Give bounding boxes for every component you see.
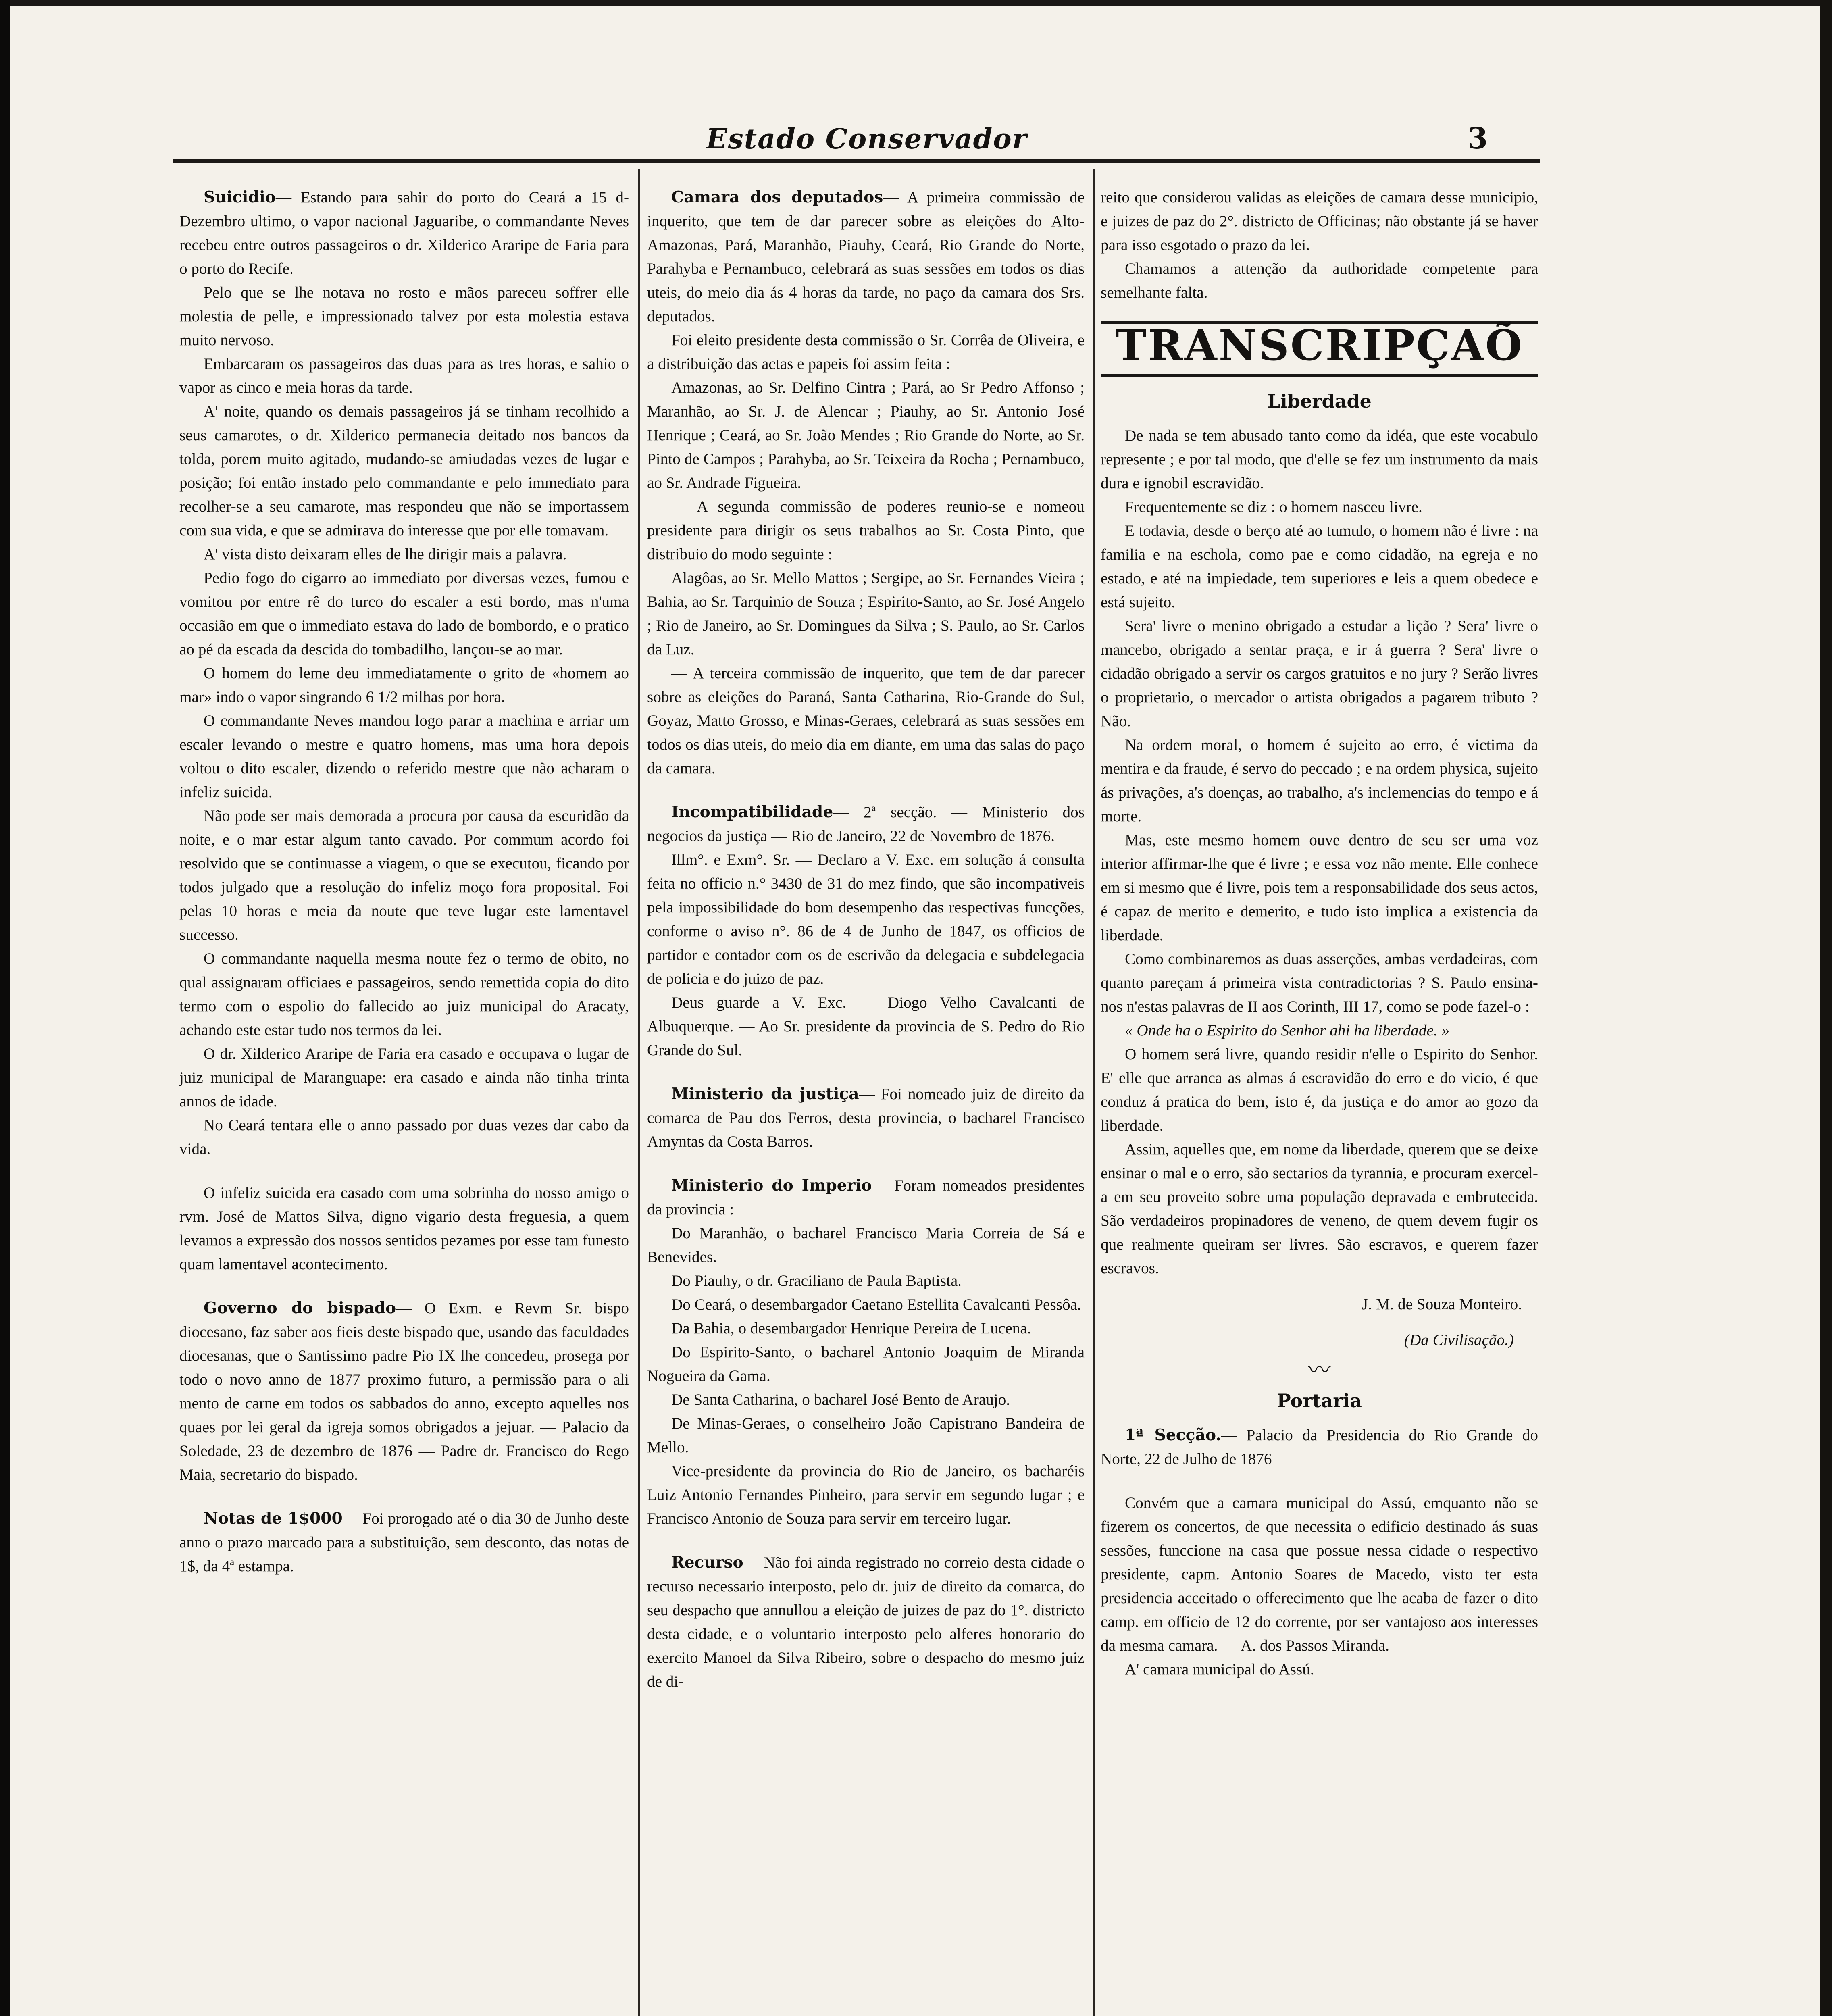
article-incompatibilidade (647, 800, 1085, 848)
column-divider-2 (1093, 169, 1095, 2016)
headline-governo-bispado: Governo do bispado (204, 1299, 396, 1317)
paragraph: Alagôas, ao Sr. Mello Mattos ; Sergipe, ao Sr. Fernandes Vieira ; Bahia, ao Sr. Tarquinio de Souza ; Espirito-Santo, ao Sr. José Angelo ; Rio de Janeiro, ao Sr. Domingues da Silva ; S. Paulo, ao Sr. Carlos da Luz. (647, 569, 1085, 658)
paragraph: O commandante Neves mandou logo parar a machina e arriar um escaler levando o mestre e quatro homens, mas uma hora depois voltou o dito escaler, dizendo o referido mestre que não acharam o infeliz suicida. (179, 712, 629, 801)
scan-border-top (0, 0, 1832, 6)
headline-imperio: Ministerio do Imperio (671, 1176, 872, 1195)
paragraph: — A terceira commissão de inquerito, que tem de dar parecer sobre as eleições do Paraná, Santa Catharina, Rio-Grande do Sul, Goyaz, Matto Grosso, e Minas-Geraes, celebrará as suas sessões em todos os dias uteis, do meio dia em diante, em uma das salas do paço da camara. (647, 664, 1085, 777)
paragraph: — 2ª secção. — Ministerio dos negocios da justiça — Rio de Janeiro, 22 de Novembro de 1876. (647, 804, 1085, 845)
paragraph: Não pode ser mais demorada a procura por causa da escuridão da noite, e o mar estar algum tanto cavado. Por commum acordo foi resolvido que se continuasse a viagem, o que se executou, ficando por todos julgado que a resolução do infeliz moço fora proposital. Foi pelas 10 horas e meia da noute que teve lugar este lamentavel successo. (179, 807, 629, 943)
paragraph: De nada se tem abusado tanto como da idéa, que este vocabulo represente ; e por tal modo, que d'elle se fez um instrumento da mais dura e ignobil escravidão. (1101, 427, 1538, 492)
paragraph: Convém que a camara municipal do Assú, emquanto não se fizerem os concertos, de que necessita o edificio destinado ás suas sessões, funccione na casa que possue nessa cidade o respectivo presidente, capm. Antonio Soares de Macedo, visto ter esta presidencia acceitado o offerecimento que lhe acaba de fazer o dito camp. em officio de 12 do corrente, por ser vantajoso aos interesses da mesma camara. — A. dos Passos Miranda. (1101, 1494, 1538, 1654)
paragraph: O homem do leme deu immediatamente o grito de «homem ao mar» indo o vapor singrando 6 1/2 milhas por hora. (179, 664, 629, 706)
paragraph: O homem será livre, quando residir n'elle o Espirito do Senhor. E' elle que arranca as almas á escravidão do erro e do vicio, é que conduz á pratica do bem, isto é, da justiça e do amor ao gozo da liberdade. (1101, 1045, 1538, 1134)
section-banner-transcripcao (1101, 321, 1538, 377)
headline-incompatibilidade: Incompatibilidade (671, 803, 833, 821)
paragraph: Pelo que se lhe notava no rosto e mãos pareceu soffrer elle molestia de pelle, e impressionado talvez por esta molestia estava muito nervoso. (179, 284, 629, 349)
quotation: « Onde ha o Espirito do Senhor ahi ha liberdade. » (1125, 1022, 1450, 1039)
paragraph: Como combinaremos as duas asserções, ambas verdadeiras, com quanto pareçam á primeira vista contradictorias ? S. Paulo ensina-nos n'estas palavras de II aos Corinth, III 17, como se pode fazel-o : (1101, 950, 1538, 1015)
paragraph: A' camara municipal do Assú. (1125, 1661, 1314, 1678)
article-recurso (647, 1551, 1085, 1693)
scan-border-right (1820, 0, 1832, 2016)
paragraph: Vice-presidente da provincia do Rio de Janeiro, os bacharéis Luiz Antonio Fernandes Pinheiro, para servir em segundo lugar ; e Francisco Antonio de Souza para servir em terceiro lugar. (647, 1462, 1085, 1527)
paragraph: Do Ceará, o desembargador Caetano Estellita Cavalcanti Pessôa. (671, 1296, 1081, 1313)
paragraph: Deus guarde a V. Exc. — Diogo Velho Cavalcanti de Albuquerque. — Ao Sr. presidente da provincia de S. Pedro do Rio Grande do Sul. (647, 994, 1085, 1059)
paragraph: Mas, este mesmo homem ouve dentro de seu ser uma voz interior affirmar-lhe que é livre ; e essa voz não mente. Elle conhece em si mesmo que é livre, pois tem a responsabilidade dos seus actos, é capaz de merito e demerito, e tudo isto implica a existencia da liberdade. (1101, 831, 1538, 944)
scan-border-left (0, 0, 10, 2016)
paragraph: O commandante naquella mesma noute fez o termo de obito, no qual assignaram officiaes e passageiros, sendo remettida copia do dito termo com o espolio do fallecido ao juiz municipal do Aracaty, achando este estar tudo nos termos da lei. (179, 950, 629, 1039)
headline-liberdade: Liberdade (1267, 390, 1372, 412)
paragraph: Do Espirito-Santo, o bacharel Antonio Joaquim de Miranda Nogueira da Gama. (647, 1343, 1085, 1385)
headline-portaria: Portaria (1277, 1390, 1362, 1412)
article-imperio (647, 1174, 1085, 1221)
paragraph: — O Exm. e Revm Sr. bispo diocesano, faz saber aos fieis deste bispado que, usando das faculdades diocesanas, que o Santissimo padre Pio IX lhe concedeu, prosega por todo o novo anno de 1877 proximo futuro, a permissão para o ali mento de carne em todos os sabbados do anno, excepto aquelles nos quaes por lei geral da igreja somos obrigados a jejuar. — Palacio da Soledade, 23 de dezembro de 1876 — Padre dr. Francisco do Rego Maia, secretario do bispado. (179, 1300, 629, 1483)
paragraph: — Não foi ainda registrado no correio desta cidade o recurso necessario interposto, pelo dr. juiz de direito da comarca, do seu despacho que annullou a eleição de juizes de paz do 1°. districto desta cidade, e o voluntario interposto pelo alferes honorario do exercito Manoel da Silva Ribeiro, sobre o despacho do mesmo juiz de di- (647, 1554, 1085, 1690)
column-divider-1 (638, 169, 640, 2016)
paragraph: — Palacio da Presidencia do Rio Grande do Norte, 22 de Julho de 1876 (1101, 1427, 1538, 1468)
headline-recurso: Recurso (671, 1553, 743, 1572)
paragraph: reito que considerou validas as eleições de camara desse municipio, e juizes de paz do 2°. districto de Officinas; não obstante já se haver para isso esgotado o prazo da lei. (1101, 189, 1538, 254)
page-number: 3 (1468, 121, 1488, 155)
column-2 (647, 185, 1085, 2016)
article-governo-bispado (179, 1296, 629, 1487)
paragraph: — Foi nomeado juiz de direito da comarca de Pau dos Ferros, desta provincia, o bacharel Francisco Amyntas da Costa Barros. (647, 1085, 1085, 1150)
paragraph: Do Maranhão, o bacharel Francisco Maria Correia de Sá e Benevides. (647, 1225, 1085, 1266)
paragraph: Da Bahia, o desembargador Henrique Pereira de Lucena. (671, 1320, 1031, 1337)
paragraph: Amazonas, ao Sr. Delfino Cintra ; Pará, ao Sr Pedro Affonso ; Maranhão, ao Sr. J. de Alencar ; Piauhy, ao Sr. Antonio José Henrique ; Ceará, ao Sr. João Mendes ; Rio Grande do Norte, ao Sr. Pinto de Campos ; Parahyba, ao Sr. Teixeira da Rocha ; Pernambuco, ao Sr. Andrade Figueira. (647, 379, 1085, 492)
section-title: TRANSCRIPÇAÕ (1115, 321, 1524, 370)
article-portaria (1101, 1423, 1538, 1471)
column-3 (1101, 185, 1538, 2016)
paragraph: — A primeira commissão de inquerito, que tem de dar parecer sobre as eleições do Alto-Amazonas, Pará, Maranhão, Piauhy, Ceará, Rio Grande do Norte, Parahyba e Pernambuco, celebrará as suas sessões em todos os dias uteis, do meio dia ás 4 horas da tarde, no paço da camara dos Srs. deputados. (647, 189, 1085, 325)
source-credit: (Da Civilisação.) (1404, 1331, 1514, 1349)
paragraph: Frequentemente se diz : o homem nasceu livre. (1125, 498, 1422, 516)
paragraph: Na ordem moral, o homem é sujeito ao erro, é victima da mentira e da fraude, é servo do peccado ; e na ordem physica, sujeito ás privações, a's doenças, ao trabalho, a's inclemencias do tempo e á morte. (1101, 736, 1538, 825)
paragraph: — Foi prorogado até o dia 30 de Junho deste anno o prazo marcado para a substituição, sem desconto, das notas de 1$, da 4ª estampa. (179, 1510, 629, 1575)
article-camara (647, 185, 1085, 328)
headline-camara: Camara dos deputados (671, 188, 883, 206)
article-justica (647, 1082, 1085, 1154)
paragraph: E todavia, desde o berço até ao tumulo, o homem não é livre : na familia e na eschola, como pae e como cidadão, na egreja e no estado, e até na impiedade, tem superiores e leis a quem obedece e está sujeito. (1101, 522, 1538, 611)
paragraph: Pedio fogo do cigarro ao immediato por diversas vezes, fumou e vomitou por entre rê do turco do escaler a esti bordo, mas n'uma occasião em que o immediato estava do lado de bombordo, e o pratico ao pé da escada da descida do tombadilho, lançou-se ao mar. (179, 569, 629, 658)
paragraph: Assim, aquelles que, em nome da liberdade, querem que se deixe ensinar o mal e o erro, são sectarios da tyrannia, e procuram exercel-a em seu proveito sobre uma população depravada e embrutecida. São verdadeiros propinadores de veneno, de quem devem fugir os que realmente queiram ser livres. São escravos, e querem fazer escravos. (1101, 1141, 1538, 1277)
paragraph: Chamamos a attenção da authoridade competente para semelhante falta. (1101, 260, 1538, 301)
paragraph: O dr. Xilderico Araripe de Faria era casado e occupava o lugar de juiz municipal de Maranguape: era casado e ainda não tinha trinta annos de idade. (179, 1045, 629, 1110)
ornament-divider: 〰 (1308, 1358, 1331, 1383)
paragraph: Do Piauhy, o dr. Graciliano de Paula Baptista. (671, 1272, 962, 1289)
paragraph: De Santa Catharina, o bacharel José Bento de Araujo. (671, 1391, 1010, 1408)
paragraph: O infeliz suicida era casado com uma sobrinha do nosso amigo o rvm. José de Mattos Silva, digno vigario desta freguesia, a quem levamos a expressão dos nossos sentidos pezames por esse tam funesto quam lamentavel acontecimento. (179, 1184, 629, 1273)
paragraph: A' noite, quando os demais passageiros já se tinham recolhido a seus camarotes, o dr. Xilderico permanecia deitado nos bancos da tolda, porem muito agitado, mudando-se amiudadas vezes de lugar e posição; foi então instado pelo commandante e pelo immediato para recolher-se a seu camarote, mas respondeu que não se importassem com sua vida, e que se admirava do interesse que por elle tomavam. (179, 403, 629, 539)
paragraph: — A segunda commissão de poderes reunio-se e nomeou presidente para dirigir os seus trabalhos ao Sr. Costa Pinto, que distribuio do modo seguinte : (647, 498, 1085, 563)
paragraph: De Minas-Geraes, o conselheiro João Capistrano Bandeira de Mello. (647, 1415, 1085, 1456)
headline-notas: Notas de 1$000 (204, 1509, 343, 1528)
paragraph: A' vista disto deixaram elles de lhe dirigir mais a palavra. (204, 546, 567, 563)
signature: J. M. de Souza Monteiro. (1362, 1295, 1522, 1313)
paragraph: — Foram nomeados presidentes da provincia : (647, 1177, 1085, 1218)
paragraph: No Ceará tentara elle o anno passado por duas vezes dar cabo da vida. (179, 1116, 629, 1158)
article-notas (179, 1507, 629, 1578)
masthead: Estado Conservador (706, 123, 1028, 155)
headline-justica: Ministerio da justiça (671, 1085, 859, 1103)
article-suicidio (179, 185, 629, 281)
paragraph: Sera' livre o menino obrigado a estudar a lição ? Sera' livre o mancebo, obrigado a sentar praça, e ir á guerra ? Sera' livre o cidadão obrigado a servir os cargos gratuitos e no jury ? Serão livres o proprietario, o mercador o artista obrigados a pagarem tributo ? Não. (1101, 617, 1538, 730)
paragraph: Embarcaram os passageiros das duas para as tres horas, e sahio o vapor as cinco e meia horas da tarde. (179, 355, 629, 396)
paragraph: — Estando para sahir do porto do Ceará a 15 d- Dezembro ultimo, o vapor nacional Jaguaribe, o commandante Neves recebeu entre outros passageiros o dr. Xilderico Araripe de Faria para o porto do Recife. (179, 189, 629, 277)
paragraph: Foi eleito presidente desta commissão o Sr. Corrêa de Oliveira, e a distribuição das actas e papeis foi assim feita : (647, 331, 1085, 373)
paragraph: Illm°. e Exm°. Sr. — Declaro a V. Exc. em solução á consulta feita no officio n.° 3430 de 31 do mez findo, que são incompativeis pela impossibilidade do bom desempenho das respectivas funcções, conforme o aviso n°. 86 de 4 de Junho de 1847, os officios de partidor e contador com os de escrivão da delegacia e subdelegacia de policia e do juizo de paz. (647, 851, 1085, 987)
column-1 (179, 185, 629, 2016)
headline-seccao: 1ª Secção. (1125, 1426, 1221, 1444)
headline-suicidio: Suicidio (204, 188, 276, 206)
header-rule (173, 159, 1540, 163)
